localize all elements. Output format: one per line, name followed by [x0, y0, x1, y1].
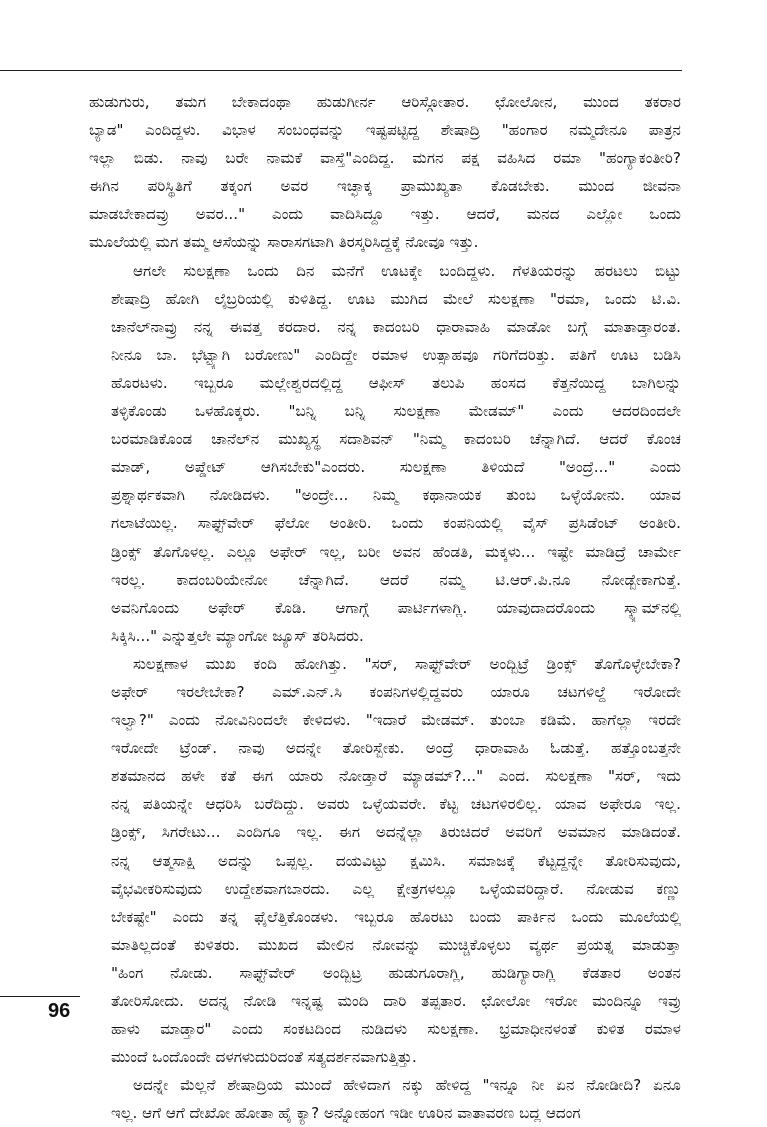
text-line: ಮಾತಿಲ್ಲದಂತೆ ಕುಳಿತರು. ಮುಖದ ಮೇಲಿನ ನೋವನ್ನು ಮುಚ್ಚಿಕೊಳ್ಳಲು ವ್ಯರ್ಥ ಪ್ರಯತ್ನ ಮಾಡುತ್ತಾ — [111, 935, 681, 954]
text-line: ಅವನಿಗೊಂದು ಅಫೇರ್ ಕೊಡಿ. ಆಗಾಗ್ಗೆ ಪಾರ್ಟಿಗಳಾಗ್ಲಿ. ಯಾವುದಾದರೊಂದು ಸ್ಕ್ಯಾಮ್‌ನಲ್ಲಿ — [111, 598, 681, 617]
text-line: ಇಲ್ಲ. ಆಗೆ ಆಗೆ ದೇಖೋ ಹೋತಾ ಹೈ ಕ್ಯಾ? ಅನ್ನೋಹಂಗ ಇಡೀ ಊರಿನ ವಾತಾವರಣ ಬದ್ಲ ಆದಂಗ — [111, 1104, 581, 1123]
text-line: ಇಲ್ಲಾ ಬಿಡು. ನಾವು ಬರೇ ನಾಮಕೆ ವಾಸ್ತೆ"ಎಂದಿದ್ದ. ಮಗನ ಪಕ್ಷ ವಹಿಸಿದ ರಮಾ "ಹಂಗ್ಯಾಕಂತೀರಿ? — [89, 149, 681, 168]
text-line: ಇರಲ್ಲ. ಕಾದಂಬರಿಯೇನೋ ಚೆನ್ನಾಗಿದೆ. ಆದರೆ ನಮ್ಮ ಟಿ.ಆರ್.ಪಿ.ನೂ ನೋಡ್ಬೇಕಾಗುತ್ತೆ. — [111, 570, 681, 589]
text-line: ಅದನ್ನೇ ಮೆಲ್ಲನೆ ಶೇಷಾದ್ರಿಯ ಮುಂದೆ ಹೇಳಿದಾಗ ನಕ್ಕು ಹೇಳಿದ್ದ "ಇನ್ನೂ ನೀ ಏನ ನೋಡೀದಿ? ಏನೂ — [133, 1076, 681, 1095]
text-line: ಹುಡುಗುರು, ತಮಗ ಬೇಕಾದಂಥಾ ಹುಡುಗೀರ್ನ ಆರಿಸ್ಗೋತಾರ. ಛೋಲೋನ, ಮುಂದ ತಕರಾರ — [89, 93, 681, 111]
text-line: ನನ್ನ ಆತ್ಮಸಾಕ್ಷಿ ಅದನ್ನು ಒಪ್ಪಲ್ಲ. ದಯವಿಟ್ಟು ಕ್ಷಮಿಸಿ. ಸಮಾಜಕ್ಕೆ ಕೆಟ್ಟದ್ದನ್ನೇ ತೋರಿಸುವುದು, — [111, 851, 681, 870]
text-line: ಅಫೇರ್ ಇರಲೇಬೇಕಾ? ಎಮ್.ಎನ್.ಸಿ ಕಂಪನಿಗಳಲ್ಲಿದ್ದವರು ಯಾರೂ ಚಟಗಳಿಲ್ದೆ ಇರೋದೇ — [111, 682, 681, 701]
paragraph — [89, 88, 681, 257]
text-line: ಶತಮಾನದ ಹಳೇ ಕತೆ ಈಗ ಯಾರು ನೋಡ್ತಾರೆ ಮ್ಯಾಡಮ್?..." ಎಂದ. ಸುಲಕ್ಷಣಾ "ಸರ್, ಇದು — [111, 767, 681, 786]
top-rule — [0, 70, 682, 71]
text-line: ತೋರಿಸೋದು. ಅದನ್ನ ನೋಡಿ ಇನ್ನಷ್ಟ ಮಂದಿ ದಾರಿ ತಪ್ಪತಾರ. ಛೋಲೋ ಇರೋ ಮಂದಿನ್ನೂ ಇವ್ರು — [111, 992, 681, 1010]
text-line: ಗಲಾಟೆಯಿಲ್ಲ. ಸಾಫ್ಟ್‌ವೇರ್ ಫೆಲೋ ಅಂತೀರಿ. ಒಂದು ಕಂಪನಿಯಲ್ಲಿ ವೈಸ್ ಪ್ರಸಿಡೆಂಟ್ ಅಂತೀರಿ. — [111, 514, 681, 533]
text-line: ಆಗಲೇ ಸುಲಕ್ಷಣಾ ಒಂದು ದಿನ ಮನೆಗೆ ಊಟಕ್ಕೇ ಬಂದಿದ್ದಳು. ಗೆಳತಿಯರನ್ನು ಹರಟಲು ಬಿಟ್ಟು — [133, 261, 681, 280]
paragraph — [89, 650, 681, 1071]
text-line: ಮಾಡಬೇಕಾದವ್ರು ಅವರ..." ಎಂದು ವಾದಿಸಿದ್ದೂ ಇತ್ತು. ಆದರೆ, ಮನದ ಎಲ್ಲೋ ಒಂದು — [89, 205, 681, 224]
page-number: 96 — [48, 1000, 71, 1022]
bottom-rule — [0, 996, 80, 997]
text-line: ಬೇಕಷ್ಟೇ" ಎಂದು ತನ್ನ ಫೈಲೆತ್ತಿಕೊಂಡಳು. ಇಬ್ಬರೂ ಹೊರಟು ಬಂದು ಪಾರ್ಕಿನ ಒಂದು ಮೂಲೆಯಲ್ಲಿ — [111, 907, 681, 926]
paragraph — [89, 257, 681, 650]
text-line: "ಹಿಂಗ ನೋಡು. ಸಾಫ್ಟ್‌ವೇರ್ ಅಂದ್ಬಿಟ್ರ ಹುಡುಗೂರಾಗ್ಲಿ, ಹುಡಿಗ್ಯಾರಾಗ್ಲಿ ಕೆಡತಾರ ಅಂತನ — [111, 963, 681, 982]
text-line: ಬರಮಾಡಿಕೊಂಡ ಚಾನೆಲ್‌ನ ಮುಖ್ಯಸ್ಥ ಸದಾಶಿವನ್ "ನಿಮ್ಮ ಕಾದಂಬರಿ ಚೆನ್ನಾಗಿದೆ. ಆದರೆ ಕೊಂಚ — [111, 430, 681, 449]
text-line: ನನ್ನ ಪತಿಯನ್ನೇ ಆಧರಿಸಿ ಬರೆದಿದ್ದು. ಅವರು ಒಳ್ಳೆಯವರೇ. ಕೆಟ್ಟ ಚಟಗಳಿರಲಿಲ್ಲ. ಯಾವ ಅಫೇರೂ ಇಲ್ಲ. — [111, 795, 681, 814]
text-line: ಡ್ರಿಂಕ್ಸ್ ತೊಗೊಳಲ್ಲ. ಎಲ್ಲೂ ಅಫೇರ್ ಇಲ್ಲ, ಬರೀ ಅವನ ಹೆಂಡತಿ, ಮಕ್ಕಳು... ಇಷ್ಟೇ ಮಾಡಿದ್ರೆ ಚಾರ್ಮೇ — [111, 542, 681, 561]
text-line: ಇರೋದೇ ಟ್ರೆಂಡ್. ನಾವು ಅದನ್ನೇ ತೋರಿಸ್ಬೇಕು. ಅಂದ್ರೆ ಧಾರಾವಾಹಿ ಓಡುತ್ತೆ. ಹತ್ತೊಂಬತ್ತನೇ — [111, 739, 681, 758]
paragraph — [89, 1071, 681, 1127]
text-line: ಈಗಿನ ಪರಿಸ್ಥಿತಿಗೆ ತಕ್ಕಂಗ ಅವರ ಇಚ್ಛಾಕ್ಕ ಪ್ರಾಮುಖ್ಯತಾ ಕೊಡಬೇಕು. ಮುಂದ ಜೀವನಾ — [89, 177, 681, 196]
text-line: ಡ್ರಿಂಕ್ಸ್, ಸಿಗರೇಟು... ಎಂದಿಗೂ ಇಲ್ಲ. ಈಗ ಅದನ್ನೆಲ್ಲಾ ತಿರುಚಿದರೆ ಅವರಿಗೆ ಅವಮಾನ ಮಾಡಿದಂತೆ. — [111, 823, 681, 842]
text-line: ಬ್ಯಾಡ" ಎಂದಿದ್ದಳು. ವಿಭಾಳ ಸಂಬಂಧವನ್ನು ಇಷ್ಟಪಟ್ಟಿದ್ದ ಶೇಷಾದ್ರಿ "ಹಂಗಾರ ನಮ್ಮದೇನೂ ಪಾತ್ರನ — [89, 121, 681, 140]
text-line: ತಳ್ಳಿಕೊಂಡು ಒಳಹೊಕ್ಕರು. "ಬನ್ನಿ ಬನ್ನಿ ಸುಲಕ್ಷಣಾ ಮೇಡಮ್" ಎಂದು ಆದರದಿಂದಲೇ — [111, 402, 681, 421]
text-line: ಹೊರಟಳು. ಇಬ್ಬರೂ ಮಲ್ಲೇಶ್ವರದಲ್ಲಿದ್ದ ಆಫೀಸ್ ತಲುಪಿ ಹಂಸದ ಕೆತ್ತನೆಯಿದ್ದ ಬಾಗಿಲನ್ನು — [111, 373, 681, 392]
text-line: ಚಾನೆಲ್‌ನಾವ್ರು ನನ್ನ ಈವತ್ತ ಕರದಾರ. ನನ್ನ ಕಾದಂಬರಿ ಧಾರಾವಾಹಿ ಮಾಡೋ ಬಗ್ಗೆ ಮಾತಾಡ್ತಾರಂತ. — [111, 317, 681, 336]
text-line: ಶೇಷಾದ್ರಿ ಹೋಗಿ ಲೈಬ್ರರಿಯಲ್ಲಿ ಕುಳಿತಿದ್ದ. ಊಟ ಮುಗಿದ ಮೇಲೆ ಸುಲಕ್ಷಣಾ "ರಮಾ, ಒಂದು ಟಿ.ವಿ. — [111, 289, 681, 308]
text-line: ವೈಭವೀಕರಿಸುವುದು ಉದ್ದೇಶವಾಗಬಾರದು. ಎಲ್ಲ ಕ್ಷೇತ್ರಗಳಲ್ಲೂ ಒಳ್ಳೆಯವರಿದ್ದಾರೆ. ನೋಡುವ ಕಣ್ಣು — [111, 879, 681, 898]
text-line: ಇಲ್ವಾ?" ಎಂದು ನೋವಿನಿಂದಲೇ ಕೇಳಿದಳು. "ಇದಾರೆ ಮೇಡಮ್. ತುಂಬಾ ಕಡಿಮೆ. ಹಾಗೆಲ್ಲಾ ಇರದೇ — [111, 711, 681, 730]
text-line: ಮೂಲೆಯಲ್ಲಿ ಮಗ ತಮ್ಮ ಆಸೆಯನ್ನು ಸಾರಾಸಗಟಾಗಿ ತಿರಸ್ಕರಿಸಿದ್ದಕ್ಕೆ ನೋವೂ ಇತ್ತು. — [89, 233, 479, 252]
text-line: ಪ್ರಶ್ನಾರ್ಥಕವಾಗಿ ನೋಡಿದಳು. "ಅಂದ್ರೇ... ನಿಮ್ಮ ಕಥಾನಾಯಕ ತುಂಬ ಒಳ್ಳೆಯೋನು. ಯಾವ — [111, 486, 681, 505]
text-line: ನೀನೂ ಬಾ. ಭೆಟ್ಟ್ಯಾಗಿ ಬರೋಣು" ಎಂದಿದ್ದೇ ರಮಾಳ ಉತ್ಸಾಹವೂ ಗರಿಗೆದರಿತ್ತು. ಪತಿಗೆ ಊಟ ಬಡಿಸಿ — [111, 345, 681, 364]
text-line: ಸಿಕ್ಕಿಸಿ..." ಎನ್ನುತ್ತಲೇ ಮ್ಯಾಂಗೋ ಜ್ಯೂಸ್ ತರಿಸಿದರು. — [111, 626, 364, 645]
text-line: ಮಾಡ್, ಅಪ್ಡೇಟ್ ಆಗಿಸಬೇಕು"ಎಂದರು. ಸುಲಕ್ಷಣಾ ತಿಳಿಯದೆ "ಅಂದ್ರೆ..." ಎಂದು — [111, 458, 681, 477]
text-line: ಮುಂದೆ ಒಂದೊಂದೇ ದಳಗಳುದುರಿದಂತೆ ಸತ್ಯದರ್ಶನವಾಗುತ್ತಿತ್ತು. — [111, 1048, 417, 1067]
text-line: ಸುಲಕ್ಷಣಾಳ ಮುಖ ಕಂದಿ ಹೋಗಿತ್ತು. "ಸರ್, ಸಾಫ್ಟ್‌ವೇರ್ ಅಂದ್ಬಿಟ್ರೆ ಡ್ರಿಂಕ್ಸ್ ತೊಗೊಳ್ಳೇಬೇಕಾ? — [133, 654, 681, 673]
text-line: ಹಾಳು ಮಾಡ್ತಾರ" ಎಂದು ಸಂಕಟದಿಂದ ನುಡಿದಳು ಸುಲಕ್ಷಣಾ. ಭ್ರಮಾಧೀನಳಂತೆ ಕುಳಿತ ರಮಾಳ — [111, 1020, 681, 1039]
page-body — [89, 88, 681, 1127]
